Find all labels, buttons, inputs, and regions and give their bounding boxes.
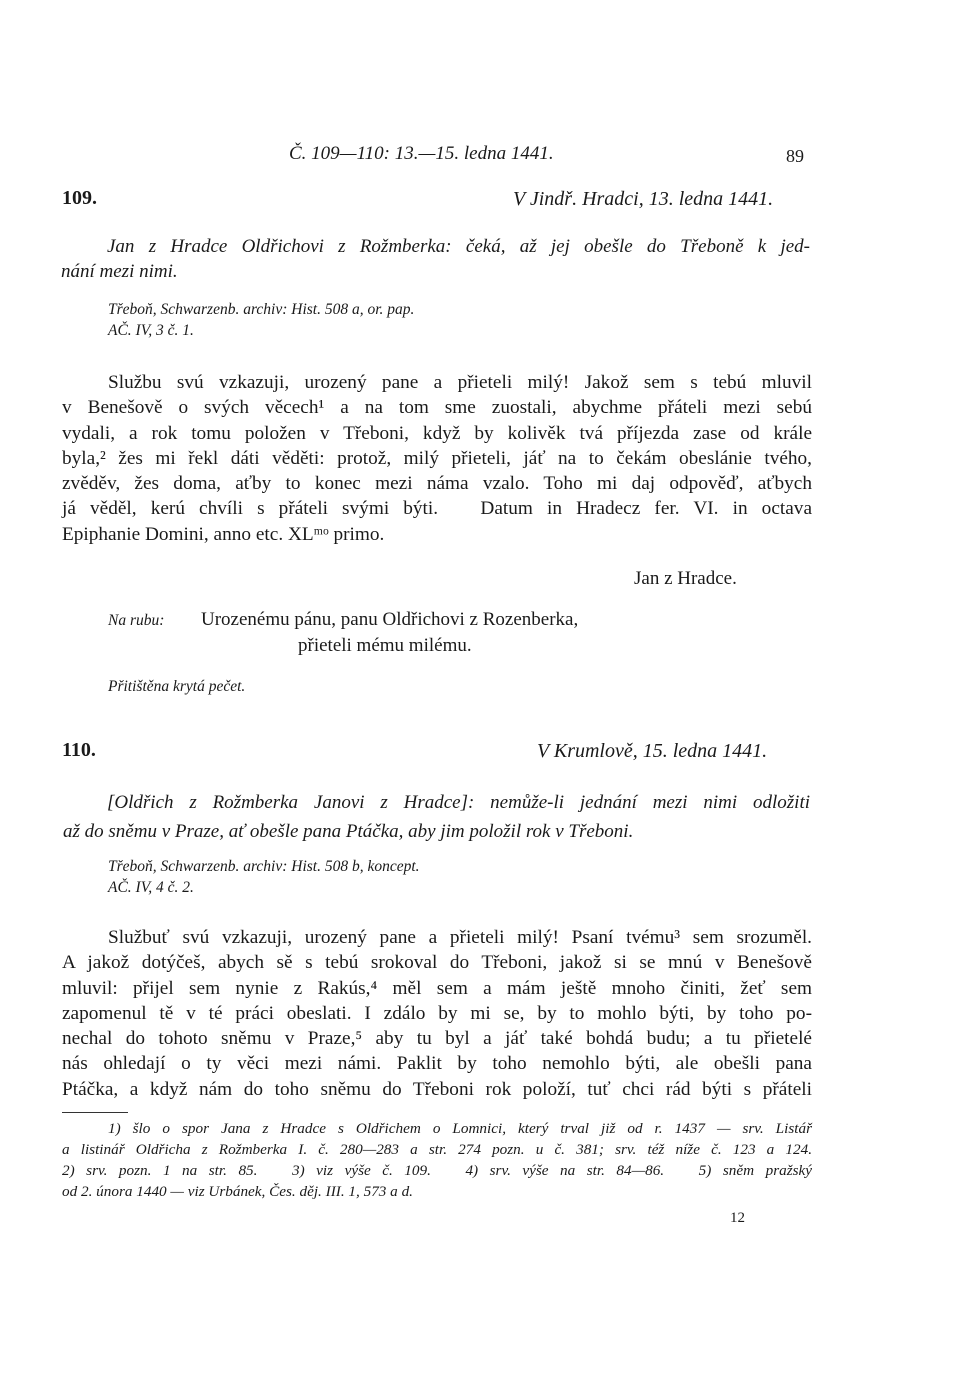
text-line: A jakož dotýčeš, abych sě s tebú srokoval do Třeboni, jakož si se mnú v Benešově xyxy=(62,952,812,974)
place-date-110: V Krumlově, 15. ledna 1441. xyxy=(537,740,768,762)
letter-text-110 xyxy=(62,925,812,1102)
regest-109 xyxy=(61,234,810,284)
text-line: byla,² žes mi řekl dáti věděti: protož, milý přieteli, jáť na to čekám obeslánie tvého, xyxy=(62,447,812,469)
sheet-signature: 12 xyxy=(730,1210,745,1226)
regest-line: [Oldřich z Rožmberka Janovi z Hradce]: nemůže-li jednání mezi nimi odložiti xyxy=(107,792,810,813)
regest-line: nání mezi nimi. xyxy=(61,261,178,282)
text-line: Službuť svú vzkazuji, urozený pane a přieteli milý! Psaní tvému³ sem srozuměl. xyxy=(108,927,812,948)
place-date-109: V Jindř. Hradci, 13. ledna 1441. xyxy=(513,188,774,210)
text-line: vydali, a rok tomu položen v Třeboni, když by kolivěk tvá příjezda zase od krále xyxy=(62,422,812,444)
footnote-line: 2) srv. pozn. 1 na str. 85. 3) viz výše č. 109. 4) srv. výše na str. 84—86. 5) sněm pražský xyxy=(62,1162,812,1179)
page-number: 89 xyxy=(786,146,804,166)
regest-110 xyxy=(63,788,810,846)
address-line: přieteli mému milému. xyxy=(298,635,472,656)
signature-109: Jan z Hradce. xyxy=(634,568,737,589)
letter-text-109 xyxy=(62,370,812,547)
source-line: AČ. IV, 3 č. 1. xyxy=(108,322,194,339)
document-number-109: 109. xyxy=(62,187,97,209)
footnote-line: 1) šlo o spor Jana z Hradce s Oldřichem o Lomnici, který trval již od r. 1437 — srv. Listář xyxy=(108,1120,812,1137)
text-line: Epiphanie Domini, anno etc. XLᵐᵒ primo. xyxy=(62,523,385,545)
address-label-text: Na rubu: xyxy=(108,612,165,629)
source-line: Třeboň, Schwarzenb. archiv: Hist. 508 b, koncept. xyxy=(108,858,420,875)
address-line: Urozenému pánu, panu Oldřichovi z Rozenberka, xyxy=(201,609,579,630)
text-line: v Benešově o svých věcech¹ a na tom sme zuostali, abychme přáteli mezi sebú xyxy=(62,397,812,419)
seal-note: Přitištěna krytá pečet. xyxy=(108,678,246,695)
source-line: AČ. IV, 4 č. 2. xyxy=(108,879,194,896)
source-line: Třeboň, Schwarzenb. archiv: Hist. 508 a, or. pap. xyxy=(108,301,415,318)
footnote-line: od 2. února 1440 — viz Urbánek, Čes. děj. III. 1, 573 a d. xyxy=(62,1183,413,1200)
address-label xyxy=(108,612,164,630)
text-line: já věděl, kerú chvíli s přáteli svými býti. Datum in Hradecz fer. VI. in octava xyxy=(62,498,812,520)
text-line: mluvil: přijel sem nynie z Rakús,⁴ měl sem a mám ještě mnoho činiti, žeť sem xyxy=(62,977,812,999)
text-line: nechal do tohoto sněmu v Praze,⁵ aby tu byl a jáť také bohdá budu; a tu přietelé xyxy=(62,1028,812,1050)
footnote-line: a listinář Oldřicha z Rožmberka I. č. 280—283 a str. 274 pozn. u č. 381; srv. též níže č. 123 a 124. xyxy=(62,1141,812,1158)
footnote-rule xyxy=(62,1112,128,1113)
regest-line: Jan z Hradce Oldřichovi z Rožmberka: čeká, až jej obešle do Třeboně k jed- xyxy=(107,236,810,257)
text-line: nás ohledají o ty věci mezi námi. Paklit by toho nemohlo býti, ale obešli pana xyxy=(62,1053,812,1075)
source-citation-110 xyxy=(108,856,420,898)
text-line: zvěděv, žes doma, aťby to konec mezi náma vzalo. Toho mi daj odpověď, aťbych xyxy=(62,473,812,495)
text-line: zapomenul tě v té práci obeslati. I zdálo by mi se, by to mohlo býti, by toho po- xyxy=(62,1002,812,1024)
footnotes xyxy=(62,1118,812,1202)
regest-line: až do sněmu v Praze, ať obešle pana Ptáčka, aby jim položil rok v Třeboni. xyxy=(63,821,634,842)
text-line: Službu svú vzkazuji, urozený pane a přieteli milý! Jakož sem s tebú mluvil xyxy=(108,372,812,393)
running-title: Č. 109—110: 13.—15. ledna 1441. xyxy=(289,143,554,164)
text-line: Ptáčka, a když nám do toho sněmu do Třeboni rok položí, tuť chci rád býti s přáteli xyxy=(62,1078,812,1100)
source-citation-109 xyxy=(108,299,414,341)
document-number-110: 110. xyxy=(62,739,96,761)
